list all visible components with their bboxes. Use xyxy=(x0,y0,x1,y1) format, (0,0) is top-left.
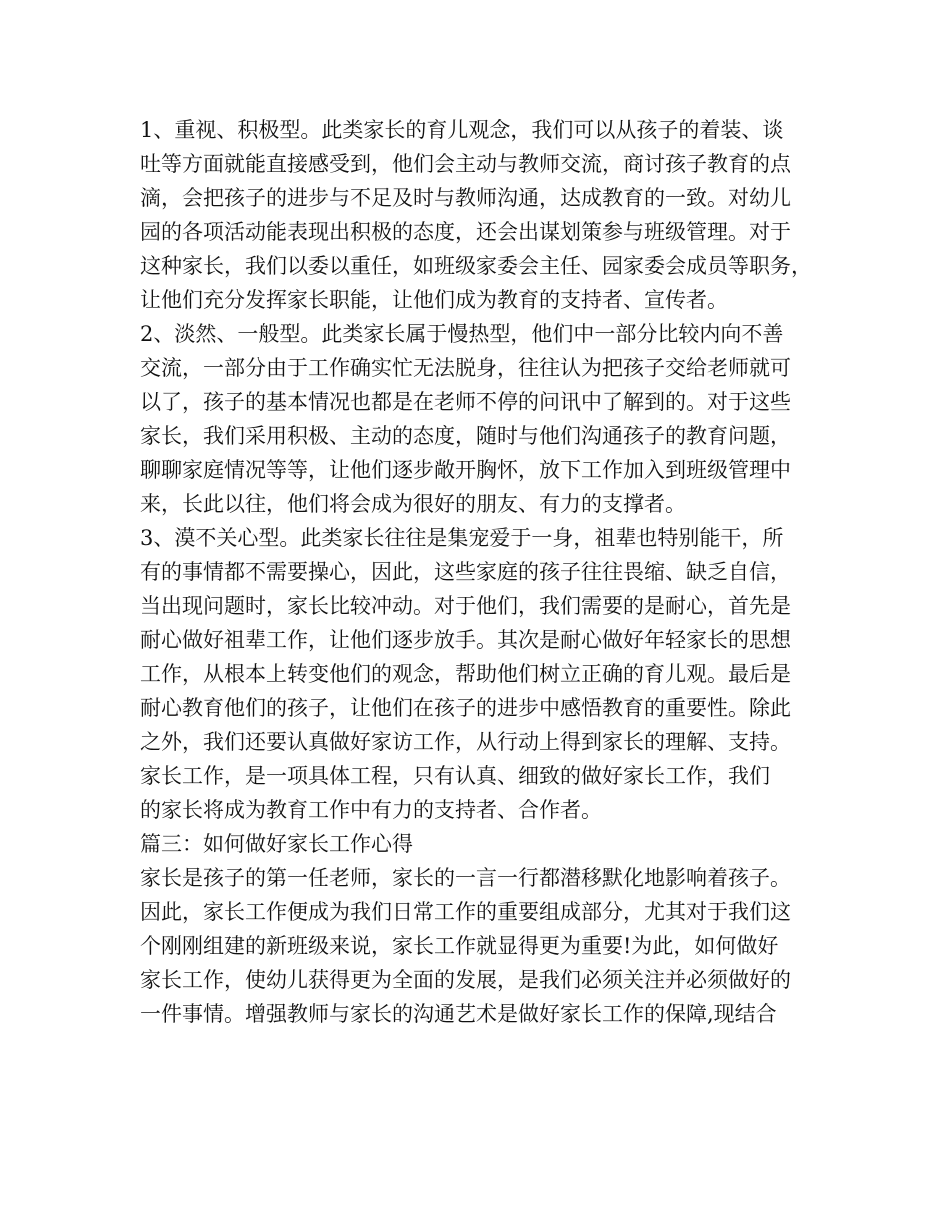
text-line: 有的事情都不需要操心，因此，这些家庭的孩子往往畏缩、缺乏自信， xyxy=(140,560,791,584)
text-line: 来，长此以往，他们将会成为很好的朋友、有力的支撑者。 xyxy=(140,492,686,516)
text-line: 让他们充分发挥家长职能，让他们成为教育的支持者、宣传者。 xyxy=(140,288,728,312)
text-line: 的家长将成为教育工作中有力的支持者、合作者。 xyxy=(140,798,602,822)
text-line: 耐心教育他们的孩子，让他们在孩子的进步中感悟教育的重要性。除此 xyxy=(140,696,791,720)
text-line: 家长工作，是一项具体工程，只有认真、细致的做好家长工作，我们 xyxy=(140,764,770,788)
text-line: 家长，我们采用积极、主动的态度，随时与他们沟通孩子的教育问题， xyxy=(140,424,791,448)
text-line: 个刚刚组建的新班级来说，家长工作就显得更为重要!为此，如何做好 xyxy=(140,934,779,958)
text-line: 1、重视、积极型。此类家长的育儿观念，我们可以从孩子的着装、谈 xyxy=(140,118,784,142)
text-line: 2、淡然、一般型。此类家长属于慢热型，他们中一部分比较内向不善 xyxy=(140,322,784,346)
text-line: 滴，会把孩子的进步与不足及时与教师沟通，达成教育的一致。对幼儿 xyxy=(140,186,791,210)
text-line: 耐心做好祖辈工作，让他们逐步放手。其次是耐心做好年轻家长的思想 xyxy=(140,628,791,652)
text-line: 当出现问题时，家长比较冲动。对于他们，我们需要的是耐心，首先是 xyxy=(140,594,791,618)
text-line: 这种家长，我们以委以重任，如班级家委会主任、园家委会成员等职务， xyxy=(140,254,812,278)
text-line: 园的各项活动能表现出积极的态度，还会出谋划策参与班级管理。对于 xyxy=(140,220,791,244)
text-line: 家长是孩子的第一任老师，家长的一言一行都潜移默化地影响着孩子。 xyxy=(140,866,791,890)
text-line: 因此，家长工作便成为我们日常工作的重要组成部分，尤其对于我们这 xyxy=(140,900,791,924)
text-line: 以了，孩子的基本情况也都是在老师不停的问讯中了解到的。对于这些 xyxy=(140,390,791,414)
text-line: 吐等方面就能直接感受到，他们会主动与教师交流，商讨孩子教育的点 xyxy=(140,152,791,176)
text-line: 一件事情。增强教师与家长的沟通艺术是做好家长工作的保障,现结合 xyxy=(140,1002,777,1026)
section-heading: 篇三：如何做好家长工作心得 xyxy=(140,832,413,856)
text-line: 聊聊家庭情况等等，让他们逐步敞开胸怀，放下工作加入到班级管理中 xyxy=(140,458,791,482)
text-line: 之外，我们还要认真做好家访工作，从行动上得到家长的理解、支持。 xyxy=(140,730,791,754)
text-line: 交流，一部分由于工作确实忙无法脱身，往往认为把孩子交给老师就可 xyxy=(140,356,791,380)
text-line: 家长工作，使幼儿获得更为全面的发展，是我们必须关注并必须做好的 xyxy=(140,968,791,992)
text-line: 3、漠不关心型。此类家长往往是集宠爱于一身，祖辈也特别能干，所 xyxy=(140,526,784,550)
text-line: 工作，从根本上转变他们的观念，帮助他们树立正确的育儿观。最后是 xyxy=(140,662,791,686)
